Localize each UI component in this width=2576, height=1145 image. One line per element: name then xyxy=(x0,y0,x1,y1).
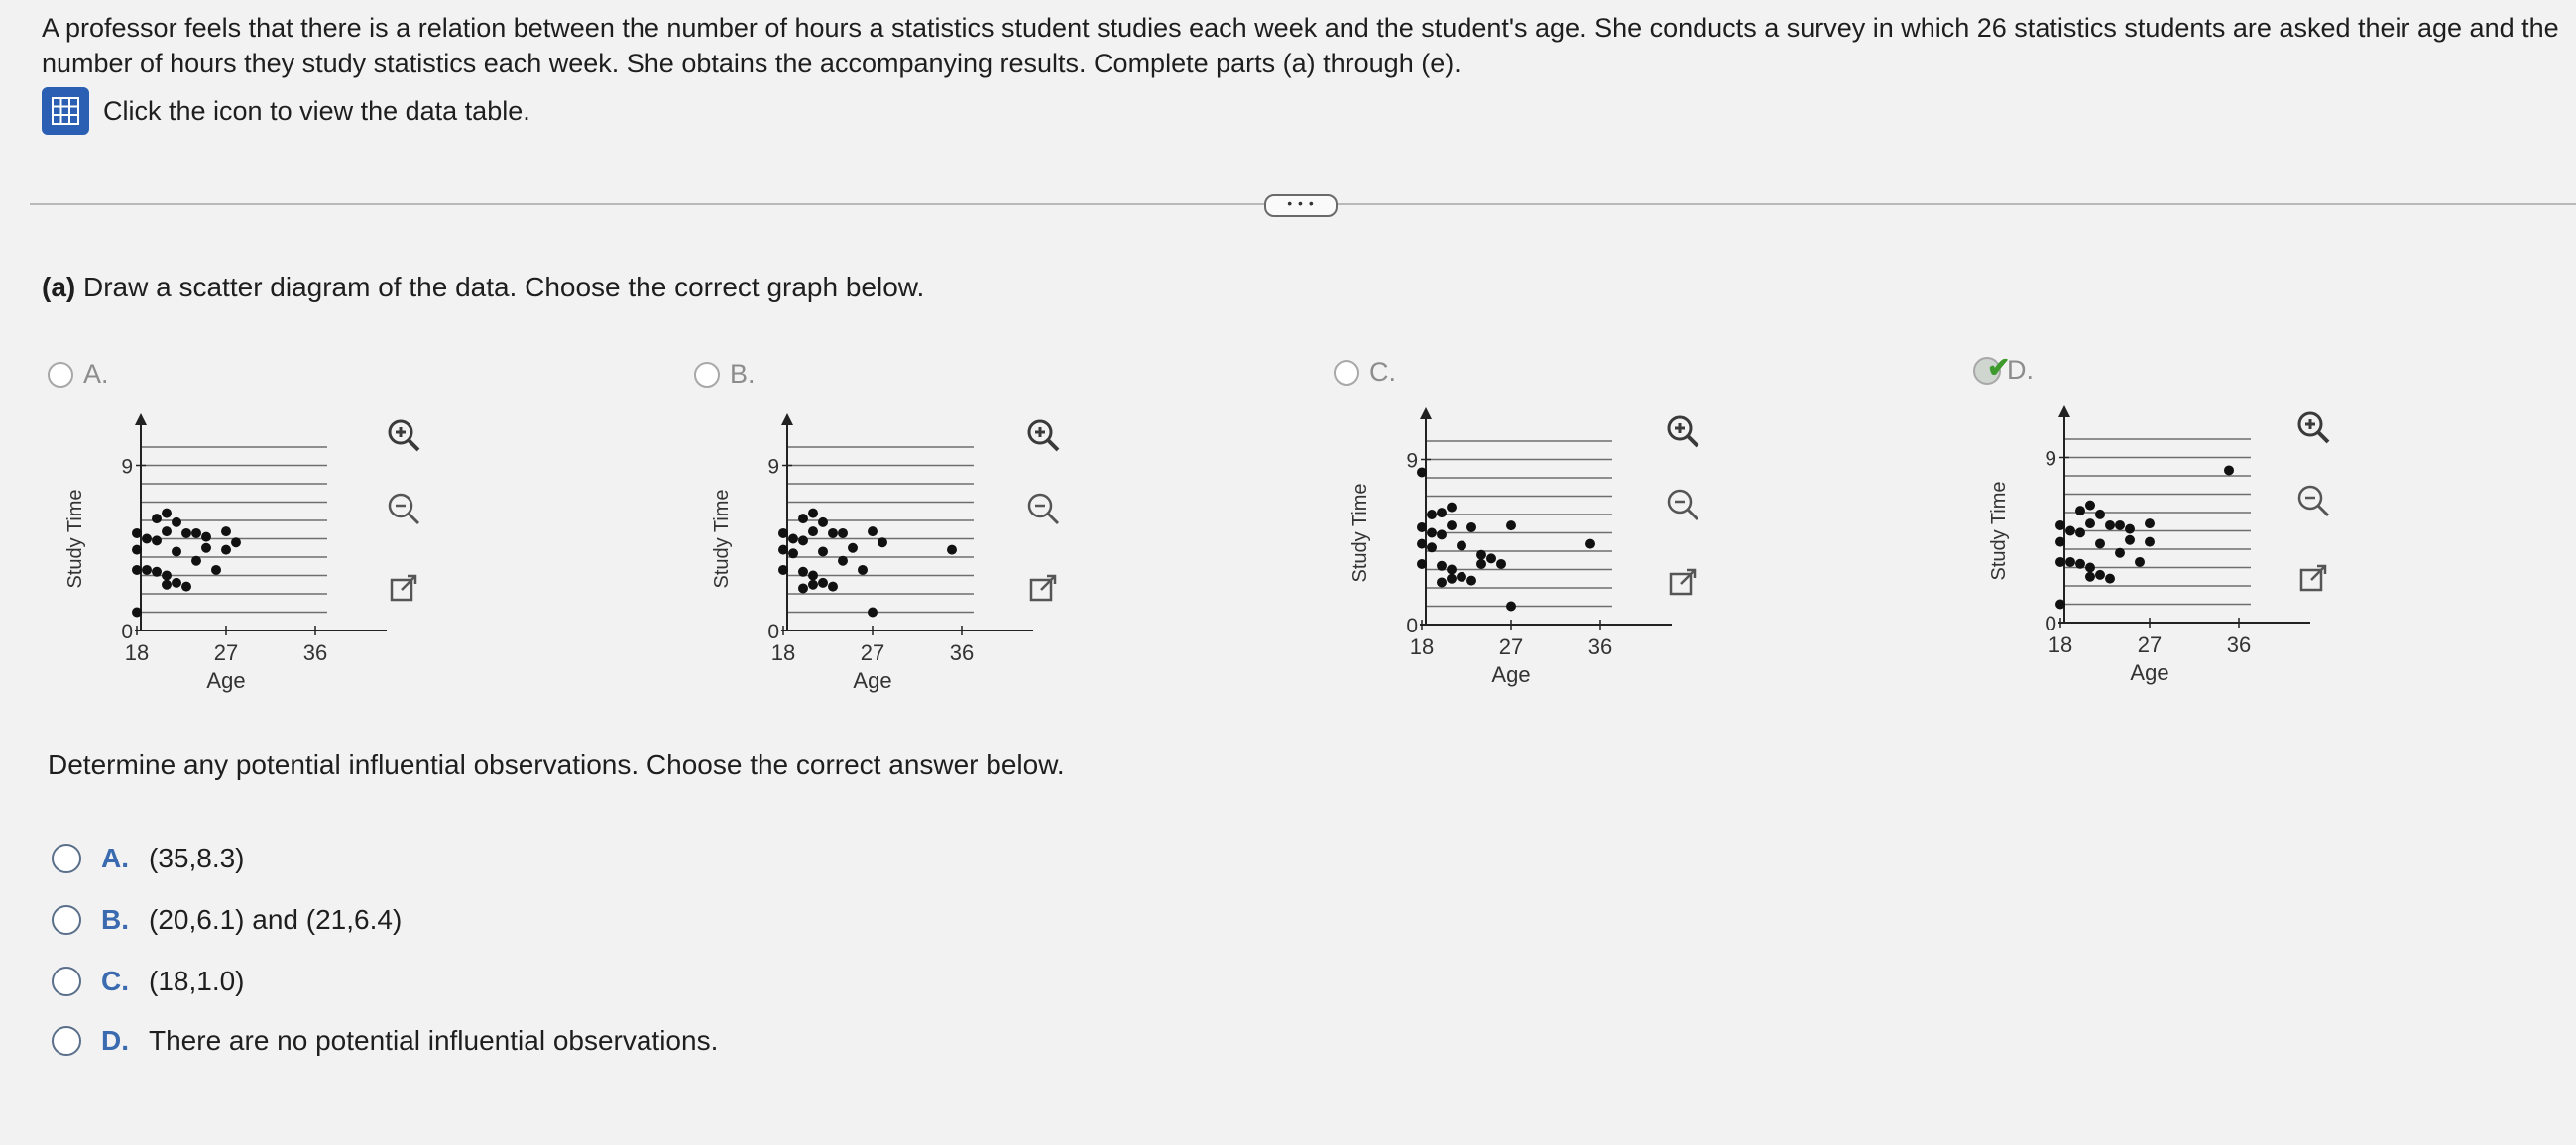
data-point xyxy=(868,526,878,536)
data-point xyxy=(132,528,142,538)
table-icon[interactable] xyxy=(42,87,89,135)
data-point xyxy=(132,608,142,618)
data-point xyxy=(818,517,828,527)
data-point xyxy=(1476,559,1486,569)
x-tick-label: 27 xyxy=(1498,634,1524,659)
data-point xyxy=(838,556,848,566)
data-point xyxy=(162,509,172,518)
zoom-in-icon xyxy=(382,413,425,457)
zoom-in-button[interactable] xyxy=(1656,404,1709,458)
data-point xyxy=(201,543,211,553)
scatter-plot-a xyxy=(59,404,387,702)
data-point xyxy=(1585,539,1595,549)
data-point xyxy=(2085,501,2095,511)
data-point xyxy=(2065,526,2075,536)
zoom-in-button[interactable] xyxy=(377,408,430,462)
influential-question: Determine any potential influential observations. Choose the correct answer below. xyxy=(48,749,1065,780)
data-point xyxy=(172,517,181,527)
answer-text: (35,8.3) xyxy=(149,843,245,873)
data-point xyxy=(152,567,162,577)
zoom-in-icon xyxy=(2291,405,2335,449)
answer-letter: C. xyxy=(101,966,129,996)
graph-option-label: D. xyxy=(2007,355,2034,385)
data-point xyxy=(2085,518,2095,528)
data-point xyxy=(1476,550,1486,560)
data-point xyxy=(132,545,142,555)
zoom-out-button[interactable] xyxy=(377,482,430,535)
answer-text: (20,6.1) and (21,6.4) xyxy=(149,904,403,935)
zoom-in-button[interactable] xyxy=(2286,401,2340,454)
data-point xyxy=(2055,520,2065,530)
x-tick-label: 36 xyxy=(2226,632,2252,657)
checkmark-icon: ✔ xyxy=(1987,351,2011,383)
data-point xyxy=(1506,602,1516,612)
data-point xyxy=(2055,600,2065,610)
graph-option-a[interactable] xyxy=(48,359,109,390)
y-axis-arrow xyxy=(2058,405,2070,417)
data-point xyxy=(2075,559,2085,569)
graph-option-label: C. xyxy=(1369,357,1396,387)
x-tick-label: 18 xyxy=(1409,634,1435,659)
data-point xyxy=(868,608,878,618)
data-point xyxy=(798,514,808,523)
zoom-out-icon xyxy=(2291,479,2335,522)
data-point xyxy=(181,582,191,592)
data-point xyxy=(828,528,838,538)
x-tick-label: 36 xyxy=(1587,634,1613,659)
radio-button[interactable] xyxy=(48,362,73,388)
y-axis-arrow xyxy=(135,413,147,425)
data-point xyxy=(1417,467,1427,477)
data-point xyxy=(2224,465,2234,475)
data-point xyxy=(152,514,162,523)
scatter-plot-b xyxy=(706,404,1033,702)
graph-option-c[interactable] xyxy=(1334,357,1396,388)
zoom-out-button[interactable] xyxy=(1656,478,1709,531)
data-point xyxy=(828,582,838,592)
data-table-link-text[interactable]: Click the icon to view the data table. xyxy=(103,95,530,126)
data-point xyxy=(1427,542,1437,552)
zoom-out-button[interactable] xyxy=(2286,474,2340,527)
data-point xyxy=(191,528,201,538)
x-tick-label: 27 xyxy=(2137,632,2163,657)
radio-button-selected[interactable] xyxy=(1973,351,2011,385)
data-point xyxy=(132,565,142,575)
x-tick-label: 18 xyxy=(124,640,150,665)
answer-letter: B. xyxy=(101,904,129,935)
graph-option-label: B. xyxy=(730,359,756,389)
radio-button[interactable] xyxy=(52,905,81,935)
data-point xyxy=(1417,539,1427,549)
data-point xyxy=(181,528,191,538)
graph-option-label: A. xyxy=(83,359,109,389)
data-point xyxy=(162,526,172,536)
data-point xyxy=(162,580,172,590)
graph-option-d[interactable] xyxy=(1973,351,2034,386)
data-point xyxy=(798,567,808,577)
data-point xyxy=(1506,520,1516,530)
answer-letter: A. xyxy=(101,843,129,873)
data-point xyxy=(808,526,818,536)
data-point xyxy=(808,509,818,518)
answer-text: There are no potential influential observations. xyxy=(149,1025,719,1056)
data-point xyxy=(1427,528,1437,538)
data-point xyxy=(2115,520,2125,530)
scatter-plot-c xyxy=(1345,399,1672,696)
data-point xyxy=(798,535,808,545)
x-tick-label: 36 xyxy=(302,640,328,665)
answer-option-d[interactable] xyxy=(52,1025,718,1057)
data-point xyxy=(2125,524,2135,534)
y-tick-label: 0 xyxy=(121,621,133,643)
y-axis-label: Study Time xyxy=(1349,483,1371,583)
data-point xyxy=(1447,565,1457,575)
data-point xyxy=(818,546,828,556)
y-tick-label: 9 xyxy=(767,455,779,479)
data-point xyxy=(142,534,152,544)
data-point xyxy=(172,578,181,588)
data-point xyxy=(162,571,172,581)
data-point xyxy=(1457,540,1466,550)
data-point xyxy=(1496,559,1506,569)
data-point xyxy=(2065,557,2075,567)
data-point xyxy=(1466,576,1476,586)
x-axis-label: Age xyxy=(206,668,246,693)
data-point xyxy=(788,534,798,544)
open-external-button[interactable] xyxy=(1656,555,1709,609)
open-external-button[interactable] xyxy=(1016,561,1070,615)
problem-statement: A professor feels that there is a relation between the number of hours a statistics student studies each week and the student's age. She conducts a survey in which 26 statistics students are asked their age and the number of hours they study statistics each week. She obtains the accompanying results. Complete parts (a) through (e). xyxy=(42,13,2559,78)
x-axis-label: Age xyxy=(853,668,892,693)
more-button[interactable]: • • • xyxy=(1264,194,1338,217)
data-point xyxy=(2085,563,2095,573)
y-tick-label: 0 xyxy=(1406,615,1418,637)
y-tick-label: 9 xyxy=(1406,449,1418,473)
data-point xyxy=(191,556,201,566)
data-point xyxy=(142,565,152,575)
answer-option-b[interactable] xyxy=(52,904,402,936)
open-external-button[interactable] xyxy=(377,561,430,615)
data-point xyxy=(1417,559,1427,569)
answer-option-c[interactable] xyxy=(52,966,245,997)
radio-button[interactable] xyxy=(52,844,81,873)
data-table-link[interactable] xyxy=(42,87,530,135)
x-tick-label: 27 xyxy=(860,640,885,665)
answer-letter: D. xyxy=(101,1025,129,1056)
data-point xyxy=(1447,503,1457,513)
data-point xyxy=(172,546,181,556)
x-axis-label: Age xyxy=(2130,660,2169,685)
data-point xyxy=(1466,522,1476,532)
part-a-prompt xyxy=(42,272,924,303)
zoom-out-button[interactable] xyxy=(1016,482,1070,535)
y-axis-arrow xyxy=(781,413,793,425)
data-point xyxy=(2145,537,2155,547)
data-point xyxy=(2105,520,2115,530)
x-tick-label: 18 xyxy=(770,640,796,665)
open-external-icon xyxy=(1663,562,1702,602)
y-tick-label: 0 xyxy=(767,621,779,643)
data-point xyxy=(2085,572,2095,582)
data-point xyxy=(221,545,231,555)
data-point xyxy=(808,580,818,590)
y-axis-arrow xyxy=(1420,407,1432,419)
y-axis-label: Study Time xyxy=(711,489,733,589)
data-point xyxy=(798,583,808,593)
data-point xyxy=(2075,506,2085,515)
data-point xyxy=(848,543,858,553)
data-point xyxy=(2095,510,2105,519)
data-point xyxy=(1437,529,1447,539)
open-external-icon xyxy=(384,568,423,608)
data-point xyxy=(1447,520,1457,530)
data-point xyxy=(221,526,231,536)
data-point xyxy=(1437,561,1447,571)
data-point xyxy=(231,537,241,547)
data-point xyxy=(1447,574,1457,584)
data-point xyxy=(878,537,887,547)
data-point xyxy=(2095,570,2105,580)
zoom-in-button[interactable] xyxy=(1016,408,1070,462)
y-axis-label: Study Time xyxy=(1988,481,2010,581)
scatter-plot-d xyxy=(1983,397,2310,694)
data-point xyxy=(2105,574,2115,584)
y-tick-label: 0 xyxy=(2045,613,2056,635)
answer-text: (18,1.0) xyxy=(149,966,245,996)
x-tick-label: 18 xyxy=(2048,632,2073,657)
data-point xyxy=(2145,518,2155,528)
data-point xyxy=(211,565,221,575)
x-axis-label: Age xyxy=(1491,662,1531,687)
data-point xyxy=(1427,510,1437,519)
open-external-icon xyxy=(1023,568,1063,608)
data-point xyxy=(1457,572,1466,582)
radio-button[interactable] xyxy=(694,362,720,388)
data-point xyxy=(152,535,162,545)
open-external-button[interactable] xyxy=(2286,551,2340,605)
data-point xyxy=(2095,538,2105,548)
part-a-text: Draw a scatter diagram of the data. Choose the correct graph below. xyxy=(83,272,925,302)
data-point xyxy=(1437,577,1447,587)
x-tick-label: 36 xyxy=(949,640,975,665)
data-point xyxy=(2135,557,2145,567)
data-point xyxy=(2075,527,2085,537)
zoom-out-icon xyxy=(382,487,425,530)
data-point xyxy=(778,545,788,555)
data-point xyxy=(838,528,848,538)
y-tick-label: 9 xyxy=(2045,447,2056,471)
data-point xyxy=(818,578,828,588)
y-tick-label: 9 xyxy=(121,455,133,479)
data-point xyxy=(788,548,798,558)
open-external-icon xyxy=(2293,558,2333,598)
radio-button[interactable] xyxy=(52,1026,81,1056)
zoom-out-icon xyxy=(1661,483,1704,526)
radio-button[interactable] xyxy=(52,967,81,996)
data-point xyxy=(1486,553,1496,563)
data-point xyxy=(808,571,818,581)
x-tick-label: 27 xyxy=(213,640,239,665)
zoom-out-icon xyxy=(1021,487,1065,530)
data-point xyxy=(778,528,788,538)
data-point xyxy=(2055,537,2065,547)
data-point xyxy=(2055,557,2065,567)
data-point xyxy=(947,545,957,555)
data-point xyxy=(778,565,788,575)
data-point xyxy=(2125,535,2135,545)
part-a-label: (a) xyxy=(42,272,76,302)
radio-button[interactable] xyxy=(1334,360,1359,386)
data-point xyxy=(201,532,211,542)
zoom-in-icon xyxy=(1661,409,1704,453)
data-point xyxy=(2115,548,2125,558)
data-point xyxy=(1437,508,1447,517)
data-point xyxy=(858,565,868,575)
answer-option-a[interactable] xyxy=(52,843,245,874)
zoom-in-icon xyxy=(1021,413,1065,457)
data-point xyxy=(1417,522,1427,532)
y-axis-label: Study Time xyxy=(64,489,86,589)
graph-option-b[interactable] xyxy=(694,359,756,390)
